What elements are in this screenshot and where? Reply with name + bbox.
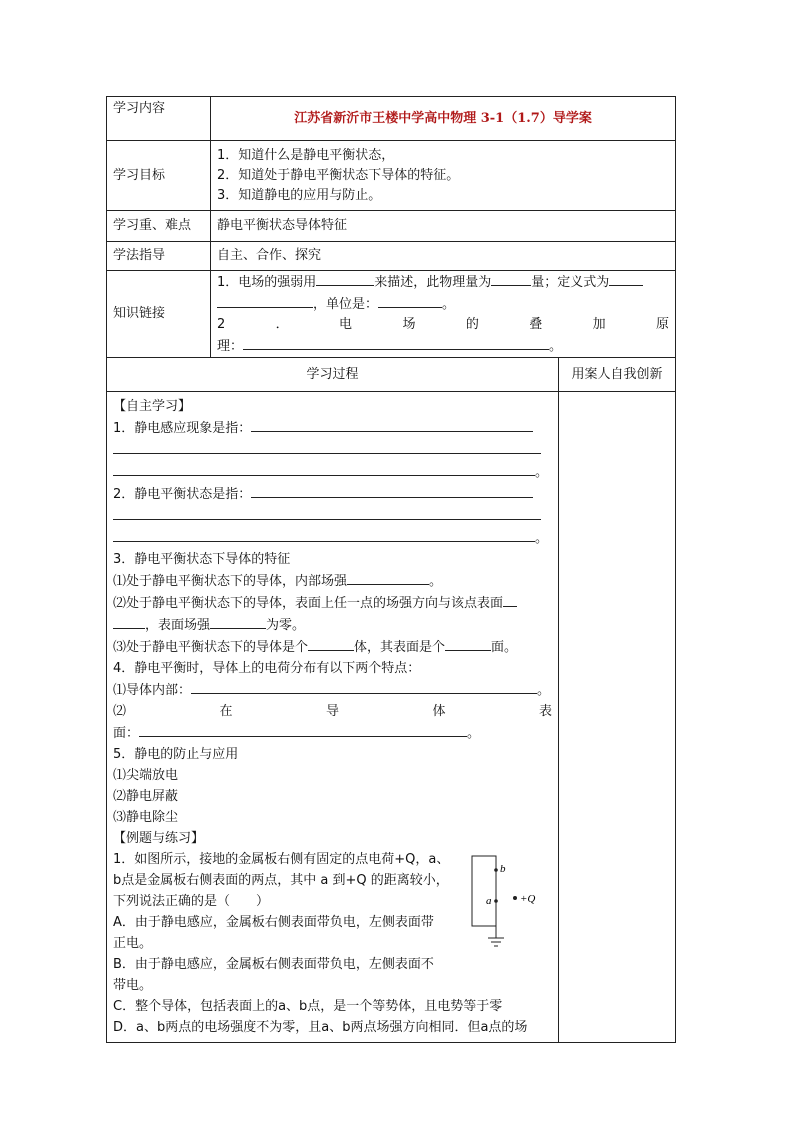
label-a: a — [486, 895, 492, 907]
option-b-cont: 带电。 — [113, 978, 153, 993]
metal-plate-figure — [462, 848, 542, 958]
blank[interactable] — [113, 461, 535, 476]
row-objectives — [107, 141, 676, 211]
key-points-label: 学习重、难点 — [107, 211, 211, 242]
blank[interactable] — [217, 293, 313, 308]
exercise-section — [113, 828, 552, 1038]
charge-dot — [513, 896, 517, 900]
row-key-points — [107, 211, 676, 242]
blank[interactable] — [378, 293, 442, 308]
exercise-line: b点是金属板右侧表面的两点，其中 a 到+Q 的距离较小， — [113, 873, 449, 888]
process-heading: 学习过程 — [107, 358, 559, 392]
blank[interactable] — [491, 271, 531, 286]
objectives-list — [211, 141, 676, 211]
option-a-cont: 正电。 — [113, 936, 153, 951]
innovation-column[interactable] — [559, 392, 676, 1043]
page-title: 江苏省新沂市王楼中学高中物理 3-1（1.7）导学案 — [211, 97, 676, 141]
row-process-head — [107, 358, 676, 392]
blank[interactable] — [308, 636, 354, 651]
blank[interactable] — [139, 722, 467, 737]
knowledge-line-3: 2 ． 电 场 的 叠 加 原 — [217, 317, 670, 332]
knowledge-content — [211, 271, 676, 358]
header-label: 学习内容 — [107, 97, 211, 141]
knowledge-label: 知识链接 — [107, 271, 211, 358]
knowledge-line-4: 理： 。 — [217, 335, 669, 357]
blank[interactable] — [316, 271, 374, 286]
key-points-value: 静电平衡状态导体特征 — [211, 211, 676, 242]
blank[interactable] — [210, 614, 266, 629]
blank[interactable] — [113, 527, 535, 542]
blank[interactable] — [113, 439, 541, 454]
innovation-heading: 用案人自我创新 — [559, 358, 676, 392]
question-5: 5．静电的防止与应用 — [113, 747, 239, 762]
option-c: C．整个导体，包括表面上的a、b点，是一个等势体，且电势等于零 — [113, 999, 503, 1014]
blank[interactable] — [503, 592, 517, 607]
blank[interactable] — [445, 636, 491, 651]
knowledge-line-1: 1．电场的强弱用 来描述，此物理量为 量；定义式为 — [217, 271, 669, 293]
question-4: 4．静电平衡时，导体上的电荷分布有以下两个特点： — [113, 661, 421, 676]
blank[interactable] — [251, 483, 533, 498]
option-d: D．a、b两点的电场强度不为零，且a、b两点场强方向相同．但a点的场 — [113, 1020, 528, 1035]
knowledge-line-2: ，单位是： 。 — [217, 293, 669, 315]
objective-item: 3．知道静电的应用与防止。 — [217, 187, 382, 203]
metal-plate — [472, 856, 496, 926]
blank[interactable] — [191, 679, 537, 694]
blank[interactable] — [347, 570, 429, 585]
worksheet-table — [106, 96, 676, 1043]
label-b: b — [500, 863, 506, 875]
process-body: 【自主学习】 1．静电感应现象是指： 。 2．静电平衡状态是指： 。 3．静电平衡状态下导体的特征 ⑴处于静电平衡状态下的导体，内部场强 。 ⑵处于静电平衡状态下的导体，表面上任一点的场强方向与该点表面 ，表面场强 为零。 ⑶处于静电平衡状态下的导体是个 体，其表面是个 面。 4．静电平衡时，导体上的电荷分布有以下两个特点： ⑴导体内部： 。 ⑵ 在 导 体 表 面： 。 5．静电的防止与应用 ⑴尖端放电 ⑵静电屏蔽 ⑶静电除尘 【例题与练习】 1．如图所示，接地的金属板右侧有固定的点电荷+Q，a、 b点是金属板右侧表面的两点，其中 a 到+Q 的距离较小， 下列说法正确的是（ ） A．由于静电感应，金属板右侧表面带负电，左侧表面带 正电。 B．由于静电感应，金属板右侧表面带负电，左侧表面不 带电。 C．整个导体，包括表面上的a、b点，是一个等势体，且电势等于零 D．a、b两点的电场强度不为零，且a、b两点场强方向相同．但a点的场 b a +Q — [107, 392, 559, 1043]
objective-item: 1．知道什么是静电平衡状态， — [217, 147, 395, 163]
method-value: 自主、合作、探究 — [211, 242, 676, 271]
blank[interactable] — [113, 505, 541, 520]
option-a: A．由于静电感应，金属板右侧表面带负电，左侧表面带 — [113, 915, 434, 930]
question-2: 2．静电平衡状态是指： — [113, 483, 552, 505]
point-a — [494, 899, 498, 903]
label-q: +Q — [520, 893, 536, 905]
question-1: 1．静电感应现象是指： — [113, 417, 552, 439]
blank[interactable] — [243, 335, 549, 350]
exercise-line: 1．如图所示，接地的金属板右侧有固定的点电荷+Q，a、 — [113, 852, 450, 867]
question-3: 3．静电平衡状态下导体的特征 — [113, 552, 291, 567]
blank[interactable] — [251, 417, 533, 432]
self-study-heading: 【自主学习】 — [113, 399, 192, 414]
row-knowledge — [107, 271, 676, 358]
method-label: 学法指导 — [107, 242, 211, 271]
blank[interactable] — [609, 271, 643, 286]
row-method — [107, 242, 676, 271]
blank[interactable] — [113, 614, 145, 629]
row-header — [107, 97, 676, 141]
option-b: B．由于静电感应，金属板右侧表面带负电，左侧表面不 — [113, 957, 434, 972]
objectives-label: 学习目标 — [107, 141, 211, 211]
exercise-line: 下列说法正确的是（ ） — [113, 894, 270, 909]
point-b — [494, 868, 498, 872]
objective-item: 2．知道处于静电平衡状态下导体的特征。 — [217, 167, 460, 183]
exercise-heading: 【例题与练习】 — [113, 831, 205, 846]
row-process-body — [107, 392, 676, 1043]
worksheet — [106, 96, 675, 1043]
